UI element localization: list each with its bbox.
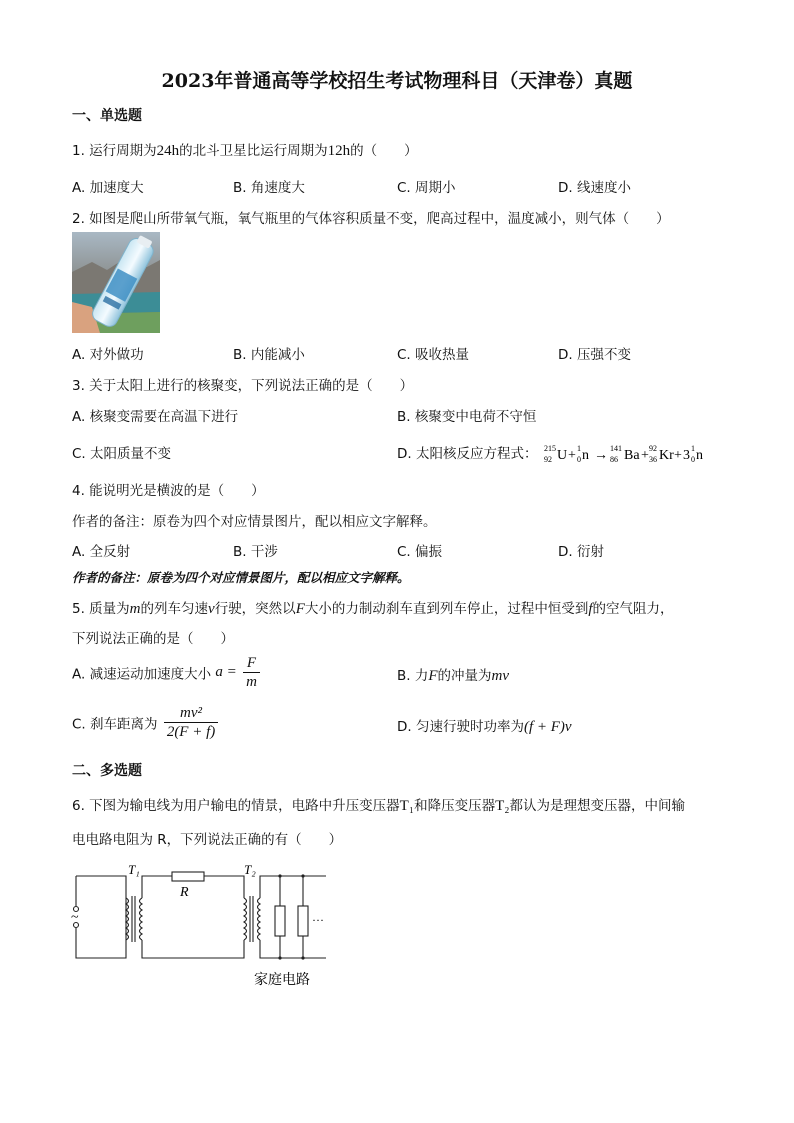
svg-text:+: + [640, 448, 649, 463]
q2-option-d[interactable]: D. 压强不变 [558, 347, 631, 363]
q6-text-b: 和降压变压器 [414, 798, 496, 814]
q4-option-c[interactable]: C. 偏振 [397, 544, 443, 560]
q1-period-24h: 24h [156, 143, 180, 159]
question-6-line-2: 电电路电阻为 R，下列说法正确的有（ ） [72, 832, 343, 848]
q5-text-a: 5. 质量为 [72, 601, 130, 617]
q5-var-m: m [129, 601, 141, 617]
fusion-equation [542, 443, 732, 465]
q1-pre: 1. 运行周期为 [72, 143, 157, 159]
q2-option-a[interactable]: A. 对外做功 [72, 347, 144, 363]
q3-option-d-label: D. 太阳核反应方程式： [397, 446, 538, 462]
n2-symbol: n [695, 448, 703, 463]
u-mass: 215 [543, 444, 556, 453]
section-heading-single: 一、单选题 [72, 108, 142, 124]
section-heading-multi: 二、多选题 [72, 763, 142, 779]
q5-option-c[interactable] [72, 704, 220, 741]
q3-option-c[interactable]: C. 太阳质量不变 [72, 446, 172, 462]
q1-option-c[interactable]: C. 周期小 [397, 180, 456, 196]
n-z: 0 [576, 455, 581, 464]
q5-option-a-lhs: a = [215, 664, 237, 680]
question-5-line-2: 下列说法正确的是（ ） [72, 631, 234, 647]
u-symbol: U [556, 448, 567, 463]
q5-option-b-value: mv [491, 668, 510, 684]
q5-option-a[interactable] [72, 654, 262, 691]
q4-author-note: 作者的备注：原卷为四个对应情景图片，配以相应文字解释。 [72, 514, 437, 530]
question-3-stem: 3. 关于太阳上进行的核聚变，下列说法正确的是（ ） [72, 378, 414, 394]
q5-option-c-fraction [164, 704, 218, 741]
u-z: 92 [543, 455, 552, 464]
q5-option-a-denominator: m [246, 674, 257, 690]
n2-mass: 1 [690, 444, 695, 453]
q1-option-b[interactable]: B. 角速度大 [233, 180, 305, 196]
ba-symbol: Ba [623, 448, 640, 463]
q5-option-c-text: C. 刹车距离为 [72, 716, 158, 733]
ba-z: 86 [609, 455, 618, 464]
kr-symbol: Kr [658, 448, 674, 463]
label-T2: T₂ [244, 862, 256, 877]
q1-option-a[interactable]: A. 加速度大 [72, 180, 144, 196]
q5-option-b[interactable] [397, 664, 509, 685]
q5-option-d-value: (f + F)v [523, 719, 572, 735]
q5-option-d-text: D. 匀速行驶时功率为 [397, 719, 524, 735]
q5-var-v: v [208, 601, 215, 617]
q5-option-b-text: B. 力 [397, 668, 429, 684]
q5-option-a-numerator: F [243, 654, 260, 673]
q4-option-d[interactable]: D. 衍射 [558, 544, 604, 560]
q6-text-a: 6. 下图为输电线为用户输电的情景，电路中升压变压器 [72, 798, 400, 814]
question-2-stem: 2. 如图是爬山所带氧气瓶，氧气瓶里的气体容积质量不变，爬高过程中，温度减小，则气体（ ） [72, 211, 670, 227]
n-symbol: n [581, 448, 589, 463]
question-5-line-1 [72, 597, 674, 618]
q5-text-c: 行驶，突然以 [214, 601, 296, 617]
q5-option-c-denominator: 2(F + f) [166, 724, 216, 740]
q5-option-d[interactable] [397, 715, 572, 736]
q3-option-d[interactable] [397, 442, 732, 465]
q1-period-12h: 12h [327, 143, 351, 159]
q5-option-b-text2: 的冲量为 [437, 668, 492, 684]
q3-option-b[interactable]: B. 核聚变中电荷不守恒 [397, 409, 537, 425]
q1-mid: 的北斗卫星比运行周期为 [179, 143, 328, 159]
label-T1: T₁ [128, 862, 140, 877]
reaction-arrow: → [593, 448, 608, 463]
q5-text-e: 的空气阻力， [592, 601, 674, 617]
n-coefficient: 3 [682, 448, 690, 463]
n-mass: 1 [576, 444, 581, 453]
q2-option-b[interactable]: B. 内能减小 [233, 347, 305, 363]
q5-text-b: 的列车匀速 [140, 601, 209, 617]
q6-T2: T₂ [495, 798, 510, 814]
q5-option-b-F: F [428, 668, 438, 684]
q4-author-note-bold: 作者的备注：原卷为四个对应情景图片，配以相应文字解释。 [72, 570, 410, 585]
svg-text:+: + [673, 448, 682, 463]
question-4-stem: 4. 能说明光是横波的是（ ） [72, 483, 265, 499]
kr-mass: 92 [648, 444, 657, 453]
kr-z: 36 [648, 455, 657, 464]
question-1-stem [72, 139, 418, 160]
q6-text-c: 都认为是理想变压器，中间输 [509, 798, 685, 814]
q4-option-b[interactable]: B. 干涉 [233, 544, 278, 560]
q3-option-a[interactable]: A. 核聚变需要在高温下进行 [72, 409, 239, 425]
q5-option-a-text: A. 减速运动加速度大小 [72, 666, 212, 683]
ac-source-symbol: ~ [71, 910, 79, 925]
q5-text-d: 大小的力制动刹车直到列车停止，过程中恒受到 [304, 601, 589, 617]
q2-option-c[interactable]: C. 吸收热量 [397, 347, 470, 363]
more-loads-dots: ··· [312, 913, 324, 927]
q1-option-d[interactable]: D. 线速度小 [558, 180, 631, 196]
q5-option-a-fraction [243, 654, 260, 691]
oxygen-bottle-photo [72, 232, 160, 333]
transmission-circuit-diagram [68, 858, 338, 993]
label-R: R [180, 885, 189, 900]
q4-option-a[interactable]: A. 全反射 [72, 544, 131, 560]
q5-var-f: f [588, 601, 593, 617]
household-circuit-caption: 家庭电路 [254, 973, 310, 988]
svg-text:+: + [567, 448, 576, 463]
page-title: 2023年普通高等学校招生考试物理科目（天津卷）真题 [161, 70, 633, 92]
ba-mass: 141 [609, 444, 622, 453]
n2-z: 0 [690, 455, 695, 464]
q6-T1: T₁ [399, 798, 415, 814]
q5-option-c-numerator: mv² [164, 704, 218, 723]
question-6-line-1 [72, 794, 685, 815]
q1-post: 的（ ） [350, 143, 418, 159]
q5-var-F: F [295, 601, 305, 617]
